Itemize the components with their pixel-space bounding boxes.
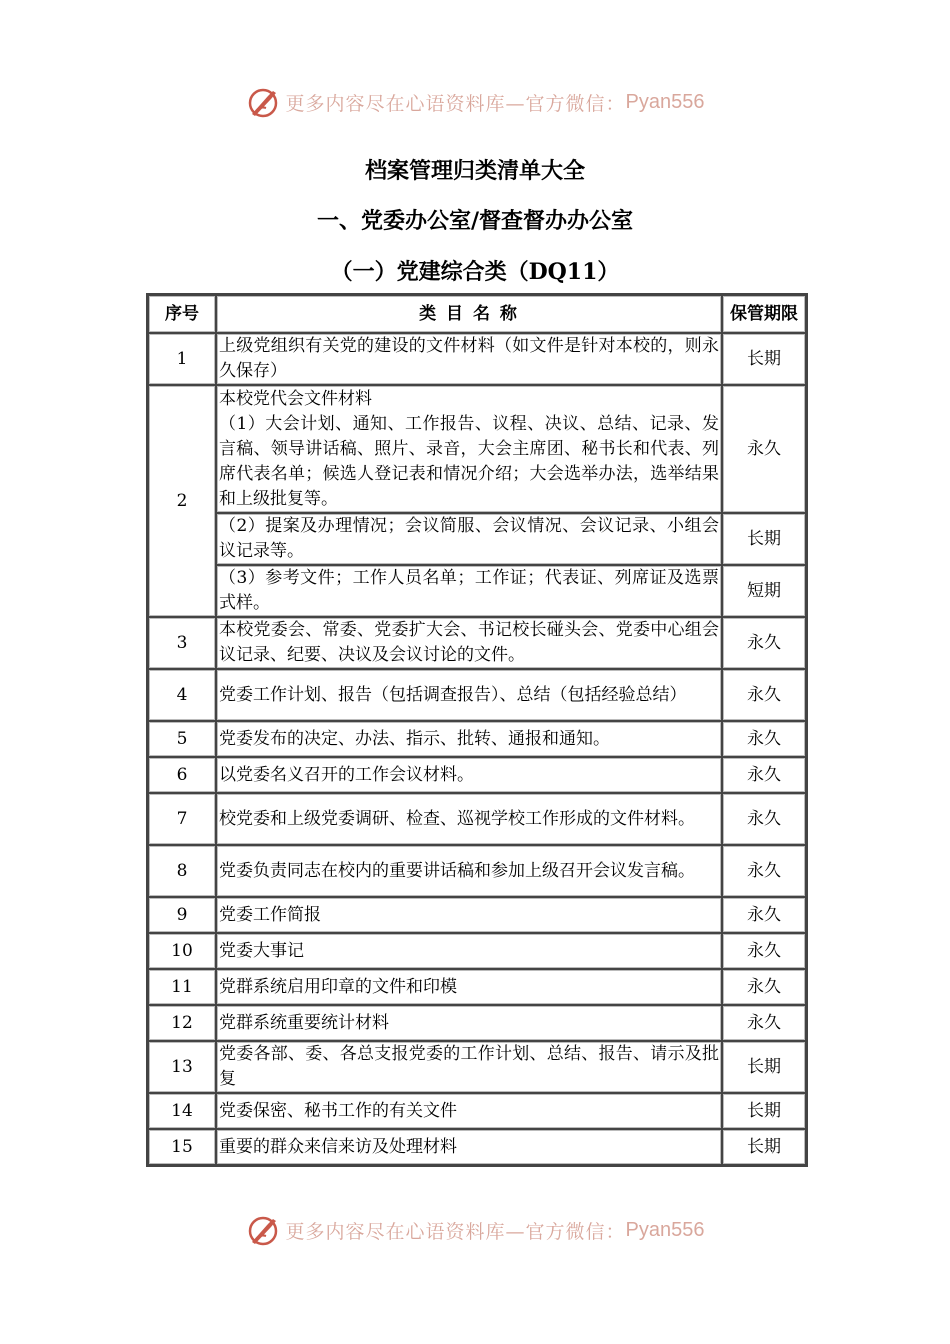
doc-title: 档案管理归类清单大全 [364, 159, 585, 184]
row-name: 党群系统重要统计材料 [216, 1005, 722, 1041]
row-no: 7 [148, 793, 216, 845]
row-name: 重要的群众来信来访及处理材料 [216, 1129, 722, 1165]
row-period: 长期 [722, 1129, 806, 1165]
table-row [148, 845, 806, 897]
row-no: 15 [148, 1129, 216, 1165]
row-name: （2）提案及办理情况；会议简服、会议情况、会议记录、小组会议记录等。 [216, 513, 722, 565]
row-period: 永久 [722, 793, 806, 845]
row-name: 上级党组织有关党的建设的文件材料（如文件是针对本校的，则永久保存） [216, 333, 722, 385]
subsection-title: （一）党建综合类（DQ11） [330, 259, 620, 285]
table-row [148, 513, 806, 565]
row-name: 校党委和上级党委调研、检查、巡视学校工作形成的文件材料。 [216, 793, 722, 845]
table-row [148, 385, 806, 513]
table-row [148, 1093, 806, 1129]
row-period: 永久 [722, 757, 806, 793]
table-row [148, 617, 806, 669]
table-row [148, 757, 806, 793]
row-name: 以党委名义召开的工作会议材料。 [216, 757, 722, 793]
table-header-row [148, 295, 806, 333]
table-row [148, 793, 806, 845]
table-row [148, 897, 806, 933]
table-row [148, 933, 806, 969]
table-row [148, 669, 806, 721]
row-no: 10 [148, 933, 216, 969]
header-name: 类 目 名 称 [216, 295, 722, 333]
row-name: 党群系统启用印章的文件和印模 [216, 969, 722, 1005]
header-no: 序号 [148, 295, 216, 333]
pen-logo-icon [246, 84, 282, 120]
row-no: 4 [148, 669, 216, 721]
row-name: 党委各部、委、各总支报党委的工作计划、总结、报告、请示及批复 [216, 1041, 722, 1093]
row-no: 12 [148, 1005, 216, 1041]
row-period: 永久 [722, 385, 806, 513]
watermark-top [0, 82, 950, 122]
row-name: （3）参考文件；工作人员名单；工作证；代表证、列席证及选票式样。 [216, 565, 722, 617]
row-no: 9 [148, 897, 216, 933]
watermark-text: 更多内容尽在心语资料库—官方微信： [285, 1220, 626, 1243]
row-name: 本校党委会、常委、党委扩大会、书记校长碰头会、党委中心组会议记录、纪要、决议及会议讨论的文件。 [216, 617, 722, 669]
table-row [148, 333, 806, 385]
row-no: 6 [148, 757, 216, 793]
row-no: 11 [148, 969, 216, 1005]
watermark-id: Pyan556 [625, 90, 705, 113]
row-period: 长期 [722, 333, 806, 385]
row-period: 长期 [722, 1093, 806, 1129]
row-name: 党委工作计划、报告（包括调查报告）、总结（包括经验总结） [216, 669, 722, 721]
table-row [148, 1041, 806, 1093]
table-row [148, 969, 806, 1005]
row-name: 党委发布的决定、办法、指示、批转、通报和通知。 [216, 721, 722, 757]
row-no: 5 [148, 721, 216, 757]
row-no: 3 [148, 617, 216, 669]
archive-table [146, 293, 808, 1167]
row-period: 长期 [722, 1041, 806, 1093]
row-no: 1 [148, 333, 216, 385]
table-row [148, 1005, 806, 1041]
table-row [148, 721, 806, 757]
row-period: 永久 [722, 933, 806, 969]
row-period: 永久 [722, 845, 806, 897]
section-title: 一、党委办公室/督查督办办公室 [316, 209, 634, 234]
row-period: 永久 [722, 721, 806, 757]
row-no: 14 [148, 1093, 216, 1129]
row-period: 永久 [722, 617, 806, 669]
row-name: 本校党代会文件材料 （1）大会计划、通知、工作报告、议程、决议、总结、记录、发言稿、领导讲话稿、照片、录音，大会主席团、秘书长和代表、列席代表名单；候选人登记表和情况介绍；大会选举办法，选举结果和上级批复等。 [216, 385, 722, 513]
row-period: 短期 [722, 565, 806, 617]
table-row [148, 565, 806, 617]
row-period: 永久 [722, 669, 806, 721]
row-period: 永久 [722, 1005, 806, 1041]
table-row [148, 1129, 806, 1165]
header-period: 保管期限 [722, 295, 806, 333]
row-no: 2 [148, 385, 216, 617]
row-no: 13 [148, 1041, 216, 1093]
row-name: 党委工作简报 [216, 897, 722, 933]
row-name: 党委负责同志在校内的重要讲话稿和参加上级召开会议发言稿。 [216, 845, 722, 897]
row-period: 永久 [722, 969, 806, 1005]
watermark-id: Pyan556 [625, 1218, 705, 1241]
row-name: 党委保密、秘书工作的有关文件 [216, 1093, 722, 1129]
pen-logo-icon [246, 1212, 282, 1248]
watermark-bottom [0, 1210, 950, 1250]
row-name: 党委大事记 [216, 933, 722, 969]
row-period: 长期 [722, 513, 806, 565]
watermark-text: 更多内容尽在心语资料库—官方微信： [285, 92, 626, 115]
row-period: 永久 [722, 897, 806, 933]
row-no: 8 [148, 845, 216, 897]
